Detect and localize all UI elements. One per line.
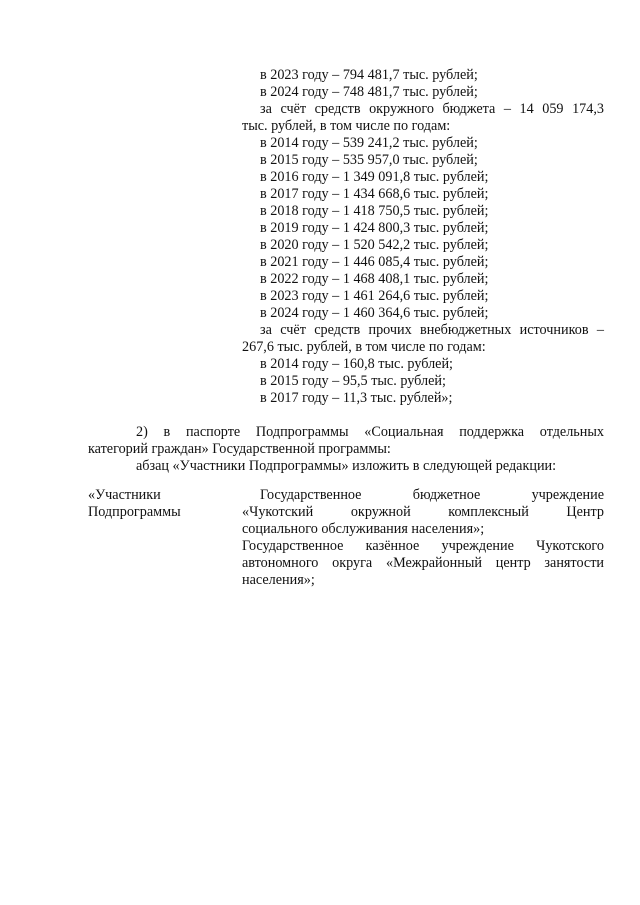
participant-line: «Чукотский окружной комплексный Центр xyxy=(242,504,604,520)
participant-line: Государственное казённое учреждение Чукотского xyxy=(242,538,604,554)
year-line: в 2016 году – 1 349 091,8 тыс. рублей; xyxy=(260,169,489,185)
year-line: в 2017 году – 11,3 тыс. рублей»; xyxy=(260,390,453,406)
year-line: в 2024 году – 1 460 364,6 тыс. рублей; xyxy=(260,305,489,321)
year-line: в 2024 году – 748 481,7 тыс. рублей; xyxy=(260,84,478,100)
year-line: в 2021 году – 1 446 085,4 тыс. рублей; xyxy=(260,254,489,270)
participants-label-line: Подпрограммы xyxy=(88,504,181,520)
participant-line: населения»; xyxy=(242,572,315,588)
participants-label-line: «Участники xyxy=(88,487,161,503)
funding-column xyxy=(242,67,604,407)
participants-label xyxy=(88,487,228,521)
abzac-line: абзац «Участники Подпрограммы» изложить в следующей редакции: xyxy=(136,458,557,474)
year-line: в 2014 году – 160,8 тыс. рублей; xyxy=(260,356,453,372)
item-2-paragraph xyxy=(88,424,604,458)
item-2-line-cont: категорий граждан» Государственной программы: xyxy=(88,441,391,457)
item-2-line: 2) в паспорте Подпрограммы «Социальная поддержка отдельных xyxy=(136,424,604,440)
year-line: в 2017 году – 1 434 668,6 тыс. рублей; xyxy=(260,186,489,202)
abzac-paragraph xyxy=(88,458,604,475)
participant-entry xyxy=(242,538,604,589)
year-line: в 2018 году – 1 418 750,5 тыс. рублей; xyxy=(260,203,489,219)
participant-line: Государственное бюджетное учреждение xyxy=(260,487,604,503)
year-line: в 2022 году – 1 468 408,1 тыс. рублей; xyxy=(260,271,489,287)
okrug-budget-line: за счёт средств окружного бюджета – 14 059 174,3 xyxy=(260,101,604,117)
year-line: в 2015 году – 95,5 тыс. рублей; xyxy=(260,373,446,389)
year-line: в 2014 году – 539 241,2 тыс. рублей; xyxy=(260,135,478,151)
okrug-budget-line-cont: тыс. рублей, в том числе по годам: xyxy=(242,118,451,134)
year-line: в 2023 году – 794 481,7 тыс. рублей; xyxy=(260,67,478,83)
participant-entry xyxy=(242,487,604,538)
participant-line: социального обслуживания населения»; xyxy=(242,521,485,537)
year-line: в 2015 году – 535 957,0 тыс. рублей; xyxy=(260,152,478,168)
other-sources-line-cont: 267,6 тыс. рублей, в том числе по годам: xyxy=(242,339,486,355)
year-line: в 2020 году – 1 520 542,2 тыс. рублей; xyxy=(260,237,489,253)
participant-line: автономного округа «Межрайонный центр занятости xyxy=(242,555,604,571)
year-line: в 2019 году – 1 424 800,3 тыс. рублей; xyxy=(260,220,489,236)
other-sources-line: за счёт средств прочих внебюджетных источников – xyxy=(260,322,604,338)
participants-content xyxy=(242,487,604,589)
year-line: в 2023 году – 1 461 264,6 тыс. рублей; xyxy=(260,288,489,304)
